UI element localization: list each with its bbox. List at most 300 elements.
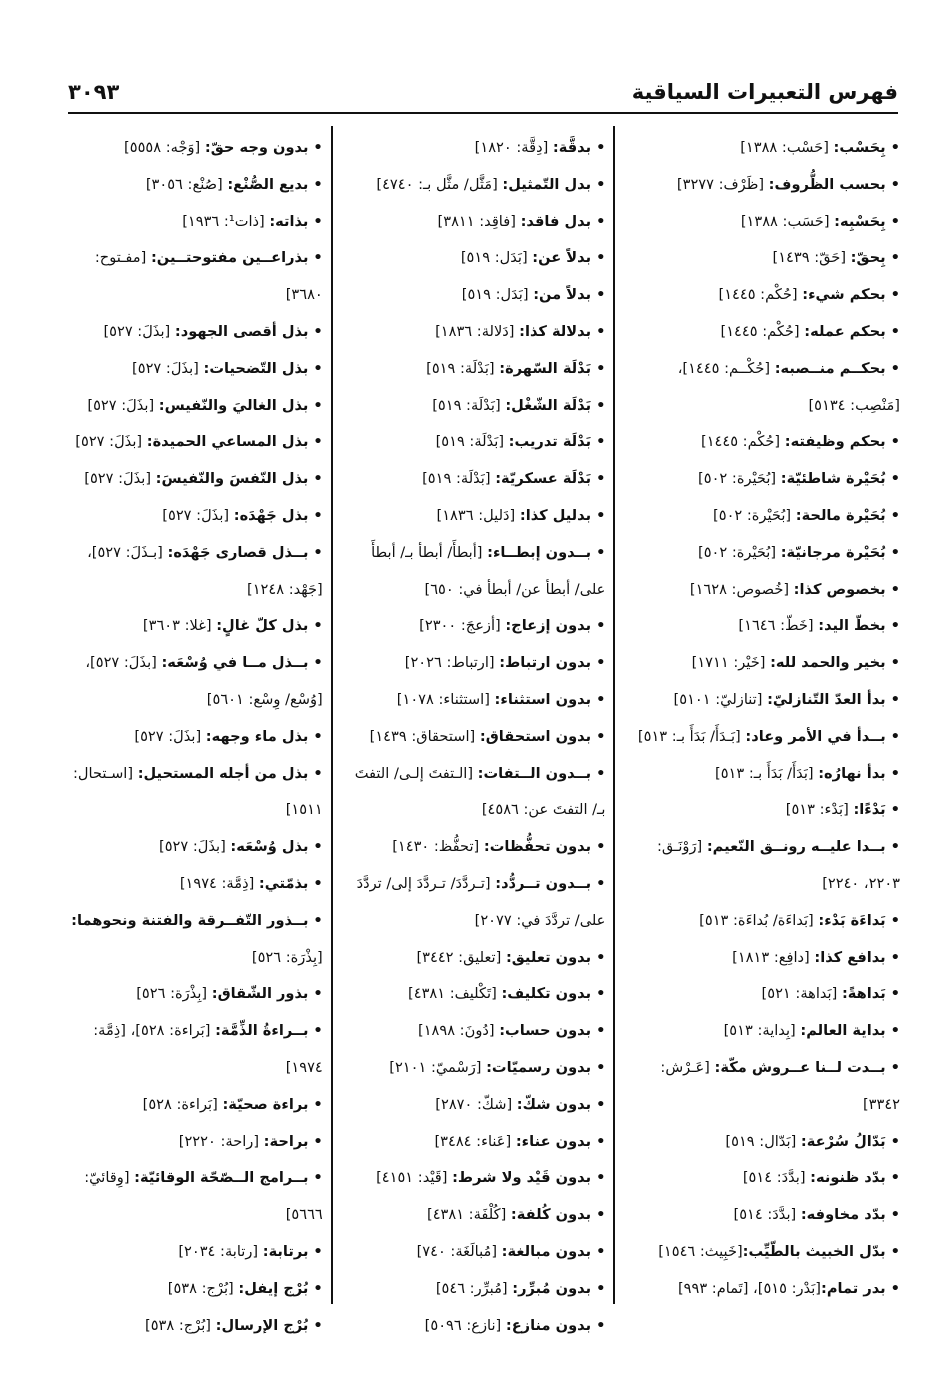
index-entry [341,1308,606,1345]
entry-term: بدون ارتباط: [499,654,592,672]
entry-reference: [قَيْد: ٤١٥١] [376,1169,453,1187]
entry-reference: [حُكْم: ١٤٤٥] [718,286,803,304]
bullet-icon: • [596,506,606,524]
index-entry [623,424,900,461]
entry-reference: [نازع: ٥٠٩٦] [424,1316,506,1334]
header-title: فهرس التعبيرات السياقية [631,80,898,104]
bullet-icon: • [313,764,323,782]
index-entry [623,1013,900,1050]
entry-term: بدون قَيْد ولا شرط: [452,1169,592,1187]
index-entry [341,314,606,351]
entry-term: بذل من أجله المستحيل: [137,764,309,782]
entry-term: بدّد ظنونه: [810,1169,886,1187]
bullet-icon: • [596,433,606,451]
entry-term: بدون شكّ: [516,1095,592,1113]
bullet-icon: • [596,690,606,708]
bullet-icon: • [313,1169,323,1187]
index-entry [623,535,900,572]
entry-term: بَدْءًا: [853,801,886,819]
bullet-icon: • [596,543,606,561]
bullet-icon: • [890,175,900,193]
index-entry [70,608,323,645]
bullet-icon: • [596,1132,606,1150]
index-entry [341,461,606,498]
index-entry [623,314,900,351]
index-entry [623,498,900,535]
entry-reference: [حَقّ: ١٤٣٩] [772,249,851,267]
entry-reference: [بذَلَ: ٥٢٧]، [وُسْع/ وِسْع: ٥٦٠١] [80,654,323,708]
index-entry [623,1160,900,1197]
bullet-icon: • [890,212,900,230]
entry-term: بــدت لــنا عــروش مكّة: [714,1058,886,1076]
entry-reference: [رَوْنَـق: ٢٢٠٣، ٢٢٤٠] [652,838,900,892]
entry-term: بدون رسميّات: [486,1058,592,1076]
bullet-icon: • [596,1169,606,1187]
index-entry [70,461,323,498]
bullet-icon: • [313,838,323,856]
entry-term: بُرْج إيفل: [238,1279,309,1297]
index-entry [341,1234,606,1271]
bullet-icon: • [596,985,606,1003]
index-entry [623,719,900,756]
bullet-icon: • [596,1316,606,1334]
index-entry [623,829,900,903]
entry-term: بَدْلَة تدريب: [508,433,592,451]
entry-reference: [بذَلَ: ٥٢٧] [103,322,175,340]
entry-term: بدلالة كذا: [519,322,592,340]
index-entry [341,940,606,977]
bullet-icon: • [313,212,323,230]
running-header [68,60,898,114]
entry-reference: [بدَّدَ: ٥١٤] [733,1206,801,1224]
entry-reference: [بـذَلَ: ٥٢٧]، [جَهْد: ١٢٤٨] [82,543,323,598]
entry-term: بدون استحقاق: [479,727,592,745]
bullet-icon: • [890,359,900,377]
bullet-icon: • [313,911,323,929]
entry-reference: [رَسْميّ: ٢١٠١] [389,1058,487,1076]
entry-reference: [بَدْء: ٥١٣] [785,801,854,819]
bullet-icon: • [313,470,323,488]
index-entry [70,204,323,241]
entry-term: بخطّ اليد: [818,617,886,635]
index-entry [623,204,900,241]
bullet-icon: • [890,948,900,966]
index-entry [70,240,323,314]
index-entry [70,976,323,1013]
index-entry [70,351,323,388]
bullet-icon: • [313,617,323,635]
entry-term: بدأ نهارُه: [818,764,886,782]
bullet-icon: • [596,1095,606,1113]
bullet-icon: • [313,1279,323,1297]
bullet-icon: • [313,1316,323,1334]
entry-reference: [بَدَل: ٥١٩] [461,286,534,304]
entry-term: بدون وجه حقّ: [204,139,309,156]
entry-term: بذل المساعي الحميدة: [146,433,309,451]
entry-reference: [بَدَل: ٥١٩] [460,249,533,267]
entry-reference: [حَسْب: ١٣٨٨] [740,139,834,156]
bullet-icon: • [890,286,900,304]
index-entry [70,314,323,351]
entry-reference: [بذَلَ: ٥٢٧] [158,838,231,856]
entry-reference: [تعليق: ٣٤٤٢] [416,948,506,966]
index-entry [623,792,900,829]
bullet-icon: • [313,139,323,156]
bullet-icon: • [313,543,323,561]
entry-term: بداية العالم: [800,1022,886,1040]
entry-term: بدون تحفُّظات: [483,838,592,856]
bullet-icon: • [890,1206,900,1224]
index-entry [70,719,323,756]
entry-term: بذور الشّقاق: [211,985,309,1003]
index-entry [341,1124,606,1161]
bullet-icon: • [596,1058,606,1076]
index-entry [341,866,606,940]
entry-term: بــدون تــردُّد: [495,874,592,892]
entry-reference: [كُلْفَة: ٤٣٨١] [426,1206,511,1224]
index-entry [341,130,606,167]
index-entry [341,645,606,682]
column-3 [66,124,331,1334]
bullet-icon: • [313,1132,323,1150]
index-entry [623,351,900,425]
entry-reference: [تنازليّ: ٥١٠١] [673,690,768,708]
entry-reference: [بِذْرَة: ٥٢٦] [66,911,323,966]
entry-term: بذل وُسْعَه: [230,838,309,856]
index-entry [341,388,606,425]
entry-reference: [حُكْم: ١٤٤٥] [720,322,805,340]
entry-reference: [بدَّدَ: ٥١٤] [742,1169,811,1187]
entry-term: برتابة: [262,1242,309,1260]
entry-reference: [بذَلَ: ٥٢٧] [75,433,147,451]
entry-term: بدقَّة: [552,139,592,156]
entry-reference: [تحفُّظ: ١٤٣٠] [392,838,484,856]
index-entry [341,240,606,277]
entry-term: بــذل قصارى جَهْدَه: [167,543,309,561]
entry-reference: [بَراءة: ٥٢٨]، [ذِمَّة: ١٩٧٤] [88,1022,323,1076]
entry-reference: [الـتفتَ إلـى/ التفتَ بـ/ التفتَ عن: ٤٥٨٦] [350,764,606,819]
entry-reference: [خَيْر: ١٧١١] [691,654,771,672]
entry-reference: [بَدْلَة: ٥١٩] [435,433,509,451]
index-entry [70,535,323,609]
bullet-icon: • [890,322,900,340]
index-entry [341,1271,606,1308]
entry-reference: [مَثَّل/ مثَّل بـ: ٤٧٤٠] [376,175,503,193]
entry-reference: [أبطأَ/ أبطأ بـ/ أبطأَ على/ أبطأ عن/ أبطأ في: ٦٥٠] [366,543,606,598]
entry-reference: [بَدّال: ٥١٩] [725,1132,801,1150]
bullet-icon: • [313,175,323,193]
bullet-icon: • [890,617,900,635]
index-entry [70,756,323,830]
index-entry [623,1271,900,1308]
index-entry [70,1308,323,1345]
index-entry [623,1050,900,1124]
entry-reference: [بذَلَ: ٥٢٧] [84,470,156,488]
entry-term: بَدْلَة السّهرة: [499,359,592,377]
entry-term: بدلاً من: [533,286,592,304]
bullet-icon: • [596,249,606,267]
entry-term: بــذور التّفــرقة والفتنة ونحوهما: [71,911,309,929]
entry-term: بدل فاقد: [520,212,592,230]
bullet-icon: • [596,764,606,782]
entry-term: بدون عناء: [515,1132,592,1150]
bullet-icon: • [313,396,323,414]
entry-term: بدليل كذا: [519,506,592,524]
entry-reference: [عَناء: ٣٤٨٤] [434,1132,516,1150]
entry-term: بدون مُبرِّر: [512,1279,592,1297]
entry-reference: [راحة: ٢٢٢٠] [178,1132,264,1150]
bullet-icon: • [596,322,606,340]
column-2 [333,124,614,1334]
bullet-icon: • [890,911,900,929]
entry-term: بذل أقصى الجهود: [174,322,309,340]
index-entry [341,351,606,388]
bullet-icon: • [313,359,323,377]
entry-term: بَدّالُ سُرْعة: [800,1132,886,1150]
entry-reference: [بذَلَ: ٥٢٧] [134,727,206,745]
bullet-icon: • [313,322,323,340]
entry-term: بحكم شيء: [802,286,886,304]
entry-term: بَداهةً: [841,985,886,1003]
entry-reference: [خُصوص: ١٦٢٨] [689,580,794,598]
entry-term: بــرامج الــصّحّة الوقائيّة: [134,1169,309,1187]
index-entry [341,682,606,719]
bullet-icon: • [596,838,606,856]
index-columns [66,124,900,1334]
entry-reference: [بَدْر: ٥١٥]، [تَمام: ٩٩٣] [677,1279,821,1297]
bullet-icon: • [313,985,323,1003]
index-entry [341,1050,606,1087]
index-entry [70,1234,323,1271]
entry-reference: [حُكْم: ١٤٤٥] [700,433,785,451]
bullet-icon: • [596,359,606,377]
index-entry [341,829,606,866]
bullet-icon: • [890,690,900,708]
index-entry [623,277,900,314]
entry-reference: [بَدْلَة: ٥١٩] [432,396,506,414]
index-entry [70,1160,323,1234]
bullet-icon: • [596,1022,606,1040]
index-entry [70,1271,323,1308]
bullet-icon: • [596,286,606,304]
entry-term: بذل التّضحيات: [203,359,309,377]
entry-reference: [بُرْج: ٥٣٨] [167,1279,239,1297]
bullet-icon: • [596,139,606,156]
bullet-icon: • [313,1095,323,1113]
entry-term: بديع الصُّنْع: [227,175,309,193]
entry-reference: [دُونَ: ١٨٩٨] [417,1022,500,1040]
entry-reference: [دَلالة: ١٨٣٦] [435,322,520,340]
index-entry [623,608,900,645]
entry-term: بَدْلَة عسكريّة: [495,470,592,488]
bullet-icon: • [890,1132,900,1150]
entry-term: بُحَيْرة مرجانيّة: [780,543,886,561]
entry-reference: [خَطّ: ١٦٤٦] [738,617,819,635]
bullet-icon: • [313,1022,323,1040]
entry-reference: [بذَلَ: ٥٢٧] [87,396,159,414]
entry-term: بــدأ في الأمر وعاد: [745,727,886,745]
index-entry [70,866,323,903]
bullet-icon: • [890,433,900,451]
entry-reference: [استثناء: ١٠٧٨] [396,690,495,708]
index-entry [341,167,606,204]
bullet-icon: • [890,764,900,782]
entry-term: بدل التّمثيل: [502,175,592,193]
bullet-icon: • [890,1169,900,1187]
entry-term: بدر تمام: [821,1279,886,1297]
index-entry [70,130,323,167]
bullet-icon: • [596,470,606,488]
bullet-icon: • [890,1058,900,1076]
entry-term: بِحَسْب: [833,139,886,156]
entry-reference: [بَـدَأَ/ بَدَأَ بـ: ٥١٣] [637,727,746,745]
entry-term: بذل النّفسَ والنّفيسَ: [155,470,309,488]
index-entry [341,424,606,461]
entry-term: بدون كُلفة: [510,1206,592,1224]
entry-reference: [دافِع: ١٨١٣] [732,948,815,966]
index-entry [70,829,323,866]
entry-reference: [دِقَّة: ١٨٢٠] [474,139,553,156]
entry-reference: [بُحَيْرة: ٥٠٢] [698,470,781,488]
index-entry [341,719,606,756]
bullet-icon: • [890,727,900,745]
entry-term: بخصوص كذا: [793,580,886,598]
index-entry [70,1013,323,1087]
index-entry [623,756,900,793]
entry-reference: [بَدْلَة: ٥١٩] [422,470,496,488]
entry-term: بذمّتي: [258,874,309,892]
index-entry [341,1087,606,1124]
bullet-icon: • [596,1206,606,1224]
bullet-icon: • [313,433,323,451]
entry-reference: [مفـتوح: ٣٦٨٠] [90,249,323,304]
index-entry [623,167,900,204]
entry-term: بدأ العدّ التّنازليّ: [767,690,886,708]
entry-term: بــدون إبطــاء: [487,543,592,561]
index-entry [623,1234,900,1271]
bullet-icon: • [313,1242,323,1260]
bullet-icon: • [890,1022,900,1040]
index-entry [66,903,323,977]
entry-reference: [بذَلَ: ٥٢٧] [132,359,204,377]
bullet-icon: • [313,654,323,672]
bullet-icon: • [890,1242,900,1260]
entry-term: بَداءَة بَدْء: [818,911,886,929]
entry-term: بُرْج الإرسال: [215,1316,309,1334]
index-entry [341,756,606,830]
bullet-icon: • [596,212,606,230]
entry-reference: [أزعجَ: ٢٣٠٠] [419,617,506,635]
entry-reference: [وَجْه: ٥٥٥٨] [124,139,205,156]
entry-term: بُحَيْرة شاطئيّة: [780,470,886,488]
bullet-icon: • [890,1279,900,1297]
entry-term: بَدْلَة الشّغْل: [505,396,592,414]
entry-term: بــدا عليــه رونــق النّعيم: [706,838,886,856]
index-entry [341,204,606,241]
entry-term: بخير والحمد لله: [770,654,886,672]
entry-term: بدافع كذا: [814,948,886,966]
entry-reference: [تَكْليف: ٤٣٨١] [408,985,502,1003]
bullet-icon: • [313,249,323,267]
index-entry [623,682,900,719]
entry-term: بدون إزعاج: [505,617,592,635]
bullet-icon: • [890,985,900,1003]
bullet-icon: • [890,580,900,598]
bullet-icon: • [596,654,606,672]
entry-term: بذل الغاليَ والنّفيس: [158,396,309,414]
page-number: ٣٠٩٣ [68,80,120,104]
bullet-icon: • [313,727,323,745]
entry-reference: [بِداية: ٥١٣] [723,1022,801,1040]
entry-reference: [خَبِيث: ١٥٤٦] [658,1242,743,1260]
entry-reference: [وِقائيّ: ٥٦٦٦] [79,1169,323,1224]
entry-term: بدون مبالغة: [501,1242,592,1260]
entry-reference: [دَليل: ١٨٣٦] [436,506,520,524]
bullet-icon: • [596,948,606,966]
entry-reference: [غلا: ٣٦٠٣] [142,617,217,635]
index-entry [623,645,900,682]
bullet-icon: • [596,1279,606,1297]
bullet-icon: • [890,506,900,524]
bullet-icon: • [890,654,900,672]
bullet-icon: • [890,139,900,156]
entry-reference: [بَدْلَة: ٥١٩] [426,359,500,377]
bullet-icon: • [596,617,606,635]
index-entry [70,498,323,535]
entry-reference: [ظَرْف: ٣٢٧٧] [676,175,769,193]
entry-term: بُحَيْرة مالحة: [795,506,886,524]
index-entry [70,1087,323,1124]
bullet-icon: • [890,838,900,856]
entry-reference: [بَدَأَ/ بَدَأَ بـ: ٥١٣] [715,764,819,782]
entry-reference: [بُحَيْرة: ٥٠٢] [713,506,796,524]
entry-term: بذراعــين مفتوحتــين: [150,249,309,267]
bullet-icon: • [596,175,606,193]
entry-term: بدون تعليق: [505,948,592,966]
index-entry [341,608,606,645]
entry-term: بدّل الخبيث بالطّيِّب: [742,1242,886,1260]
index-entry [70,1124,323,1161]
entry-reference: [بَداهة: ٥٢١] [761,985,842,1003]
index-entry [623,940,900,977]
entry-reference: [اسـتحال: ١٥١١] [68,764,323,819]
index-entry [341,1197,606,1234]
entry-term: بدون حساب: [499,1022,592,1040]
entry-term: بدون استثناء: [494,690,592,708]
entry-reference: [حَسَب: ١٣٨٨] [740,212,835,230]
entry-reference: [بَداءَة/ بُداءَة: ٥١٣] [699,911,819,929]
entry-reference: [بِذْرَة: ٥٢٦] [136,985,212,1003]
entry-reference: [ارتباط: ٢٠٢٦] [404,654,500,672]
index-entry [623,130,900,167]
entry-term: بذل جَهْدَه: [233,506,309,524]
bullet-icon: • [890,543,900,561]
entry-reference: [بُرْج: ٥٣٨] [145,1316,216,1334]
entry-reference: [شكّ: ٢٨٧٠] [435,1095,517,1113]
entry-reference: [ذات¹: ١٩٣٦] [182,212,270,230]
entry-reference: [بذَلَ: ٥٢٧] [162,506,234,524]
entry-term: بدلاً عن: [532,249,592,267]
entry-reference: [مُبالَغَة: ٧٤٠] [416,1242,502,1260]
index-entry [623,1124,900,1161]
entry-reference: [بُحَيْرة: ٥٠٢] [698,543,781,561]
entry-reference: [رتابة: ٢٠٣٤] [178,1242,263,1260]
entry-term: بِحَسْبِه: [834,212,886,230]
index-entry [623,903,900,940]
index-entry [341,498,606,535]
entry-reference: [بَراءة: ٥٢٨] [142,1095,223,1113]
entry-term: بحكم عمله: [804,322,886,340]
